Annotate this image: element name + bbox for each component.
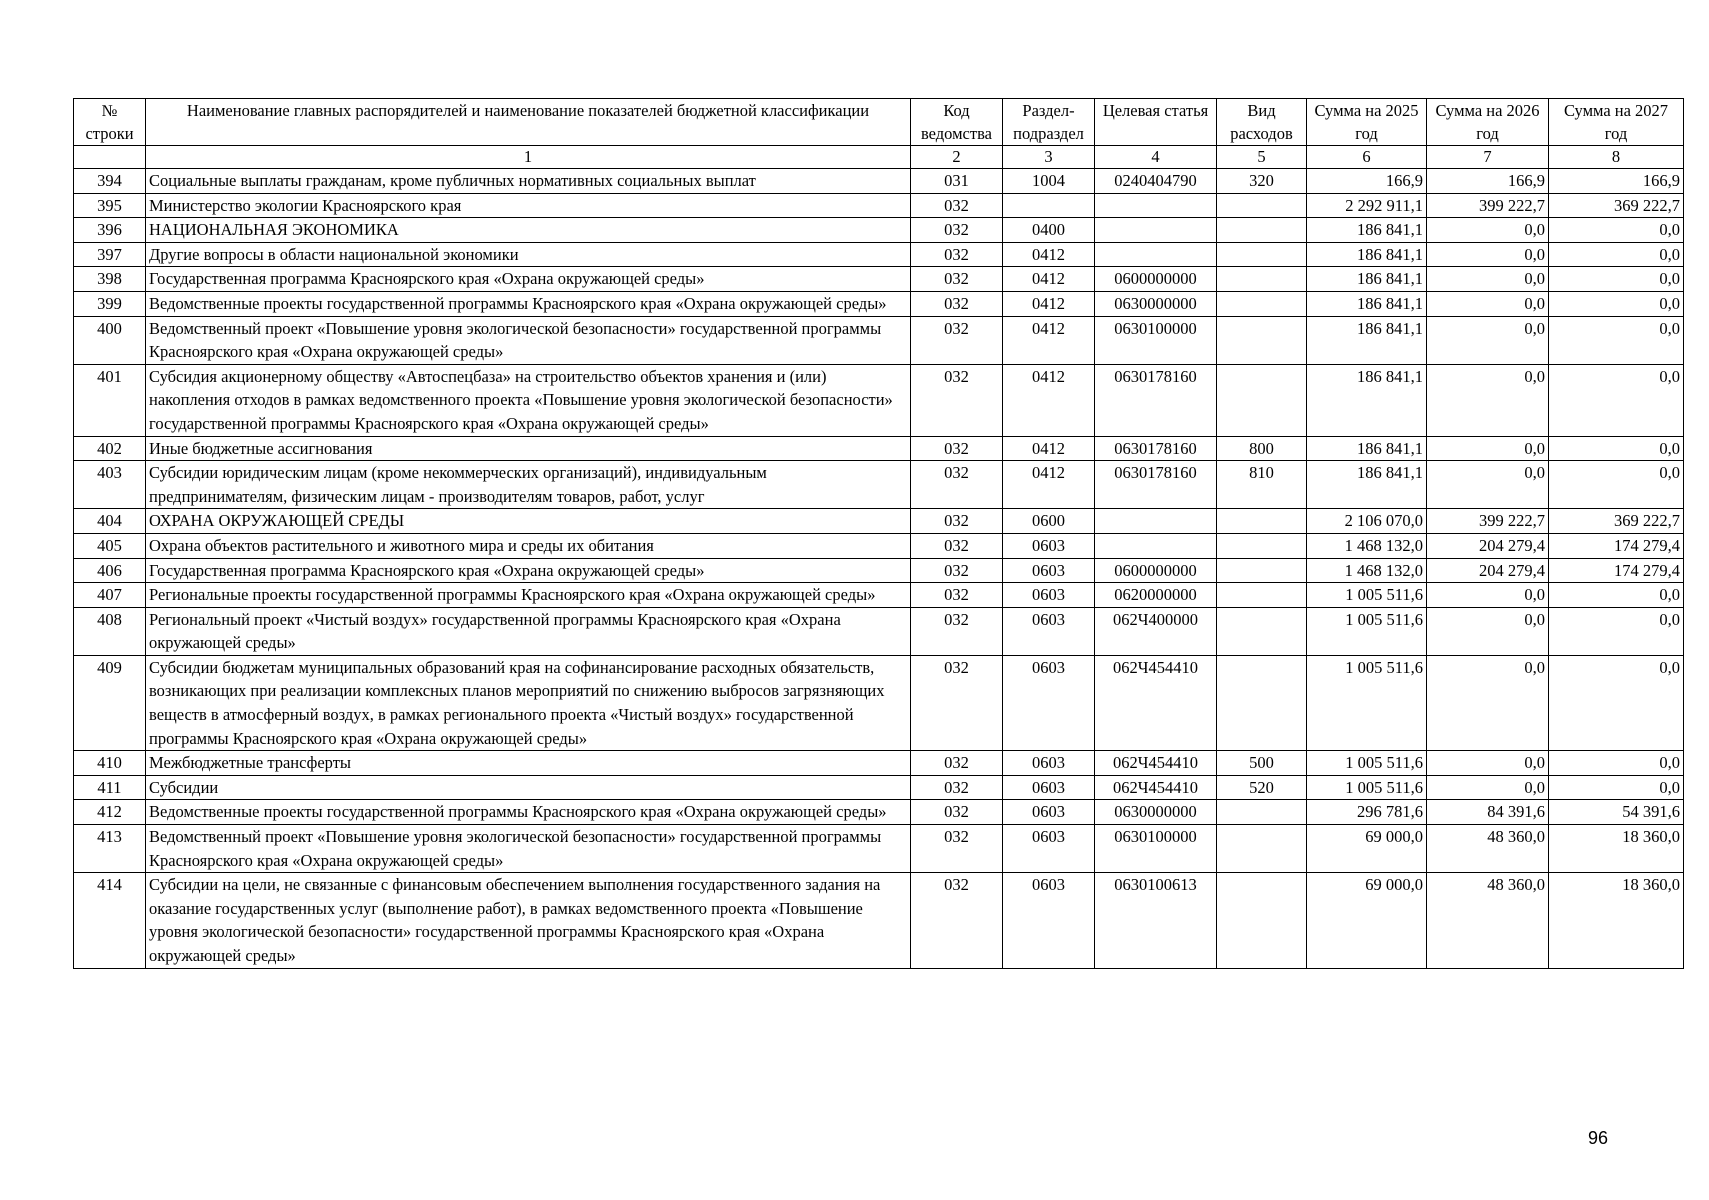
row-number: 397	[74, 242, 146, 267]
row-sum-2027: 0,0	[1549, 751, 1684, 776]
row-dept-code: 032	[911, 193, 1003, 218]
row-target: 062Ч454410	[1095, 775, 1217, 800]
row-target	[1095, 242, 1217, 267]
table-row	[74, 751, 1684, 776]
row-sum-2025: 166,9	[1307, 169, 1427, 194]
row-sum-2026: 0,0	[1427, 607, 1549, 655]
row-sum-2026: 399 222,7	[1427, 509, 1549, 534]
row-sum-2027: 0,0	[1549, 316, 1684, 364]
row-section: 0412	[1003, 291, 1095, 316]
row-dept-code: 032	[911, 751, 1003, 776]
row-target: 0630000000	[1095, 800, 1217, 825]
row-sum-2025: 186 841,1	[1307, 267, 1427, 292]
table-row	[74, 291, 1684, 316]
row-sum-2026: 0,0	[1427, 583, 1549, 608]
row-expense-type	[1217, 607, 1307, 655]
row-expense-type	[1217, 509, 1307, 534]
row-number: 401	[74, 364, 146, 436]
row-dept-code: 031	[911, 169, 1003, 194]
table-row	[74, 242, 1684, 267]
row-target: 0620000000	[1095, 583, 1217, 608]
row-target: 0240404790	[1095, 169, 1217, 194]
row-target: 0630100613	[1095, 873, 1217, 968]
row-sum-2026: 204 279,4	[1427, 558, 1549, 583]
table-row	[74, 800, 1684, 825]
row-dept-code: 032	[911, 558, 1003, 583]
row-section: 1004	[1003, 169, 1095, 194]
header-sum-2025: Сумма на 2025 год	[1307, 99, 1427, 146]
row-sum-2027: 18 360,0	[1549, 873, 1684, 968]
row-number: 407	[74, 583, 146, 608]
row-section: 0412	[1003, 242, 1095, 267]
table-row	[74, 873, 1684, 968]
table-row	[74, 655, 1684, 750]
row-sum-2025: 186 841,1	[1307, 364, 1427, 436]
row-number: 414	[74, 873, 146, 968]
row-dept-code: 032	[911, 316, 1003, 364]
row-sum-2026: 0,0	[1427, 436, 1549, 461]
row-sum-2027: 54 391,6	[1549, 800, 1684, 825]
row-dept-code: 032	[911, 825, 1003, 873]
row-expense-type	[1217, 267, 1307, 292]
row-sum-2027: 0,0	[1549, 655, 1684, 750]
row-expense-type	[1217, 193, 1307, 218]
row-number: 403	[74, 461, 146, 509]
table-row	[74, 364, 1684, 436]
column-number: 5	[1217, 146, 1307, 169]
row-sum-2025: 69 000,0	[1307, 873, 1427, 968]
row-section: 0412	[1003, 461, 1095, 509]
row-dept-code: 032	[911, 583, 1003, 608]
row-section: 0603	[1003, 607, 1095, 655]
row-target: 0630100000	[1095, 316, 1217, 364]
row-number: 400	[74, 316, 146, 364]
row-expense-type: 520	[1217, 775, 1307, 800]
row-name: Субсидия акционерному обществу «Автоспецбаза» на строительство объектов хранения и (или) накопления отходов в рамках ведомственного проекта «Повышение уровня экологической безопасности» государственной программы Красноярского края «Охрана окружающей среды»	[146, 364, 911, 436]
header-section: Раздел-подраздел	[1003, 99, 1095, 146]
row-sum-2027: 369 222,7	[1549, 509, 1684, 534]
row-target: 0630178160	[1095, 461, 1217, 509]
row-section: 0412	[1003, 316, 1095, 364]
row-number: 402	[74, 436, 146, 461]
table-row	[74, 775, 1684, 800]
column-numbers-row	[74, 146, 1684, 169]
header-target: Целевая статья	[1095, 99, 1217, 146]
row-target: 0630178160	[1095, 436, 1217, 461]
row-sum-2027: 369 222,7	[1549, 193, 1684, 218]
header-dept-code: Код ведомства	[911, 99, 1003, 146]
row-target: 062Ч454410	[1095, 751, 1217, 776]
row-sum-2026: 0,0	[1427, 291, 1549, 316]
column-number: 6	[1307, 146, 1427, 169]
row-expense-type	[1217, 583, 1307, 608]
row-target: 0630000000	[1095, 291, 1217, 316]
row-dept-code: 032	[911, 267, 1003, 292]
row-section: 0603	[1003, 873, 1095, 968]
row-number: 411	[74, 775, 146, 800]
row-sum-2027: 0,0	[1549, 242, 1684, 267]
row-name: Ведомственный проект «Повышение уровня экологической безопасности» государственной программы Красноярского края «Охрана окружающей среды»	[146, 825, 911, 873]
row-target: 0630178160	[1095, 364, 1217, 436]
row-number: 408	[74, 607, 146, 655]
row-expense-type	[1217, 364, 1307, 436]
row-dept-code: 032	[911, 436, 1003, 461]
row-sum-2025: 1 005 511,6	[1307, 607, 1427, 655]
row-sum-2027: 0,0	[1549, 436, 1684, 461]
row-target: 062Ч454410	[1095, 655, 1217, 750]
row-dept-code: 032	[911, 291, 1003, 316]
row-sum-2027: 18 360,0	[1549, 825, 1684, 873]
row-expense-type	[1217, 873, 1307, 968]
row-number: 405	[74, 533, 146, 558]
row-number: 413	[74, 825, 146, 873]
row-number: 398	[74, 267, 146, 292]
row-sum-2025: 1 468 132,0	[1307, 533, 1427, 558]
column-number: 1	[146, 146, 911, 169]
table-row	[74, 436, 1684, 461]
header-sum-2026: Сумма на 2026 год	[1427, 99, 1549, 146]
row-sum-2026: 0,0	[1427, 218, 1549, 243]
row-sum-2027: 0,0	[1549, 583, 1684, 608]
row-sum-2027: 0,0	[1549, 607, 1684, 655]
row-number: 412	[74, 800, 146, 825]
row-sum-2026: 0,0	[1427, 364, 1549, 436]
row-name: Охрана объектов растительного и животного мира и среды их обитания	[146, 533, 911, 558]
table-row	[74, 169, 1684, 194]
row-dept-code: 032	[911, 242, 1003, 267]
column-number: 4	[1095, 146, 1217, 169]
row-expense-type	[1217, 316, 1307, 364]
row-section: 0603	[1003, 558, 1095, 583]
row-section: 0412	[1003, 436, 1095, 461]
row-sum-2026: 0,0	[1427, 242, 1549, 267]
row-sum-2026: 0,0	[1427, 316, 1549, 364]
row-name: Субсидии юридическим лицам (кроме некоммерческих организаций), индивидуальным предпринимателям, физическим лицам - производителям товаров, работ, услуг	[146, 461, 911, 509]
row-section: 0600	[1003, 509, 1095, 534]
table-row	[74, 461, 1684, 509]
row-sum-2026: 399 222,7	[1427, 193, 1549, 218]
row-sum-2027: 0,0	[1549, 364, 1684, 436]
row-sum-2025: 186 841,1	[1307, 461, 1427, 509]
row-sum-2027: 0,0	[1549, 461, 1684, 509]
row-name: НАЦИОНАЛЬНАЯ ЭКОНОМИКА	[146, 218, 911, 243]
row-sum-2026: 84 391,6	[1427, 800, 1549, 825]
row-expense-type	[1217, 655, 1307, 750]
row-sum-2026: 204 279,4	[1427, 533, 1549, 558]
row-sum-2026: 0,0	[1427, 775, 1549, 800]
row-expense-type	[1217, 242, 1307, 267]
page-number: 96	[1588, 1128, 1609, 1148]
row-section: 0603	[1003, 533, 1095, 558]
table-row	[74, 583, 1684, 608]
row-target	[1095, 509, 1217, 534]
row-name: Субсидии	[146, 775, 911, 800]
row-number: 399	[74, 291, 146, 316]
row-section: 0603	[1003, 800, 1095, 825]
row-dept-code: 032	[911, 873, 1003, 968]
row-target: 0630100000	[1095, 825, 1217, 873]
table-row	[74, 558, 1684, 583]
row-name: Министерство экологии Красноярского края	[146, 193, 911, 218]
header-expense-type: Вид расходов	[1217, 99, 1307, 146]
table-row	[74, 825, 1684, 873]
row-target	[1095, 533, 1217, 558]
table-row	[74, 316, 1684, 364]
row-sum-2025: 1 005 511,6	[1307, 583, 1427, 608]
row-sum-2025: 186 841,1	[1307, 436, 1427, 461]
row-number: 409	[74, 655, 146, 750]
row-expense-type	[1217, 218, 1307, 243]
row-sum-2025: 69 000,0	[1307, 825, 1427, 873]
row-name: Ведомственный проект «Повышение уровня экологической безопасности» государственной программы Красноярского края «Охрана окружающей среды»	[146, 316, 911, 364]
row-expense-type: 320	[1217, 169, 1307, 194]
header-row	[74, 99, 1684, 146]
row-name: Субсидии бюджетам муниципальных образований края на софинансирование расходных обязательств, возникающих при реализации комплексных планов мероприятий по снижению выбросов загрязняющих веществ в атмосферный воздух, в рамках регионального проекта «Чистый воздух» государственной программы Красноярского края «Охрана окружающей среды»	[146, 655, 911, 750]
row-name: Ведомственные проекты государственной программы Красноярского края «Охрана окружающей среды»	[146, 800, 911, 825]
row-section: 0412	[1003, 364, 1095, 436]
row-number: 404	[74, 509, 146, 534]
row-sum-2026: 0,0	[1427, 655, 1549, 750]
row-sum-2025: 2 292 911,1	[1307, 193, 1427, 218]
row-dept-code: 032	[911, 775, 1003, 800]
row-dept-code: 032	[911, 800, 1003, 825]
row-sum-2025: 1 005 511,6	[1307, 751, 1427, 776]
row-dept-code: 032	[911, 218, 1003, 243]
budget-table	[73, 98, 1684, 969]
row-sum-2026: 48 360,0	[1427, 873, 1549, 968]
row-dept-code: 032	[911, 533, 1003, 558]
column-number	[74, 146, 146, 169]
row-expense-type: 800	[1217, 436, 1307, 461]
column-number: 8	[1549, 146, 1684, 169]
row-target	[1095, 193, 1217, 218]
row-name: Другие вопросы в области национальной экономики	[146, 242, 911, 267]
column-number: 2	[911, 146, 1003, 169]
table-row	[74, 218, 1684, 243]
row-sum-2027: 166,9	[1549, 169, 1684, 194]
row-sum-2026: 166,9	[1427, 169, 1549, 194]
row-sum-2025: 2 106 070,0	[1307, 509, 1427, 534]
table-row	[74, 607, 1684, 655]
row-sum-2025: 1 005 511,6	[1307, 655, 1427, 750]
row-target	[1095, 218, 1217, 243]
row-number: 394	[74, 169, 146, 194]
row-number: 395	[74, 193, 146, 218]
row-sum-2026: 0,0	[1427, 461, 1549, 509]
table-row	[74, 509, 1684, 534]
row-sum-2026: 0,0	[1427, 751, 1549, 776]
row-expense-type	[1217, 558, 1307, 583]
row-sum-2025: 296 781,6	[1307, 800, 1427, 825]
row-sum-2027: 0,0	[1549, 291, 1684, 316]
row-name: Ведомственные проекты государственной программы Красноярского края «Охрана окружающей среды»	[146, 291, 911, 316]
row-sum-2025: 186 841,1	[1307, 218, 1427, 243]
row-name: Субсидии на цели, не связанные с финансовым обеспечением выполнения государственного задания на оказание государственных услуг (выполнение работ), в рамках ведомственного проекта «Повышение уровня экологической безопасности» государственной программы Красноярского края «Охрана окружающей среды»	[146, 873, 911, 968]
row-target: 0600000000	[1095, 267, 1217, 292]
row-sum-2025: 1 468 132,0	[1307, 558, 1427, 583]
row-name: Региональные проекты государственной программы Красноярского края «Охрана окружающей среды»	[146, 583, 911, 608]
row-section: 0400	[1003, 218, 1095, 243]
row-section: 0412	[1003, 267, 1095, 292]
header-name: Наименование главных распорядителей и наименование показателей бюджетной классификации	[146, 99, 911, 146]
row-target: 062Ч400000	[1095, 607, 1217, 655]
row-name: ОХРАНА ОКРУЖАЮЩЕЙ СРЕДЫ	[146, 509, 911, 534]
row-section: 0603	[1003, 775, 1095, 800]
row-sum-2027: 174 279,4	[1549, 558, 1684, 583]
table-row	[74, 193, 1684, 218]
row-section	[1003, 193, 1095, 218]
row-sum-2027: 0,0	[1549, 218, 1684, 243]
row-target: 0600000000	[1095, 558, 1217, 583]
row-sum-2027: 0,0	[1549, 775, 1684, 800]
row-sum-2026: 0,0	[1427, 267, 1549, 292]
row-dept-code: 032	[911, 607, 1003, 655]
row-number: 410	[74, 751, 146, 776]
table-body	[74, 169, 1684, 969]
row-expense-type	[1217, 800, 1307, 825]
table-row	[74, 533, 1684, 558]
row-name: Социальные выплаты гражданам, кроме публичных нормативных социальных выплат	[146, 169, 911, 194]
row-expense-type: 500	[1217, 751, 1307, 776]
row-sum-2025: 1 005 511,6	[1307, 775, 1427, 800]
row-dept-code: 032	[911, 655, 1003, 750]
row-sum-2025: 186 841,1	[1307, 242, 1427, 267]
row-expense-type	[1217, 533, 1307, 558]
row-sum-2027: 0,0	[1549, 267, 1684, 292]
row-sum-2027: 174 279,4	[1549, 533, 1684, 558]
row-section: 0603	[1003, 583, 1095, 608]
row-section: 0603	[1003, 825, 1095, 873]
row-dept-code: 032	[911, 364, 1003, 436]
row-name: Государственная программа Красноярского края «Охрана окружающей среды»	[146, 267, 911, 292]
row-sum-2026: 48 360,0	[1427, 825, 1549, 873]
row-name: Региональный проект «Чистый воздух» государственной программы Красноярского края «Охрана окружающей среды»	[146, 607, 911, 655]
row-name: Иные бюджетные ассигнования	[146, 436, 911, 461]
row-sum-2025: 186 841,1	[1307, 316, 1427, 364]
row-expense-type	[1217, 291, 1307, 316]
row-expense-type	[1217, 825, 1307, 873]
row-dept-code: 032	[911, 461, 1003, 509]
row-dept-code: 032	[911, 509, 1003, 534]
table-row	[74, 267, 1684, 292]
header-sum-2027: Сумма на 2027 год	[1549, 99, 1684, 146]
row-section: 0603	[1003, 655, 1095, 750]
row-expense-type: 810	[1217, 461, 1307, 509]
row-number: 396	[74, 218, 146, 243]
column-number: 3	[1003, 146, 1095, 169]
column-number: 7	[1427, 146, 1549, 169]
row-number: 406	[74, 558, 146, 583]
row-name: Государственная программа Красноярского края «Охрана окружающей среды»	[146, 558, 911, 583]
row-sum-2025: 186 841,1	[1307, 291, 1427, 316]
header-row-no: № строки	[74, 99, 146, 146]
row-name: Межбюджетные трансферты	[146, 751, 911, 776]
row-section: 0603	[1003, 751, 1095, 776]
